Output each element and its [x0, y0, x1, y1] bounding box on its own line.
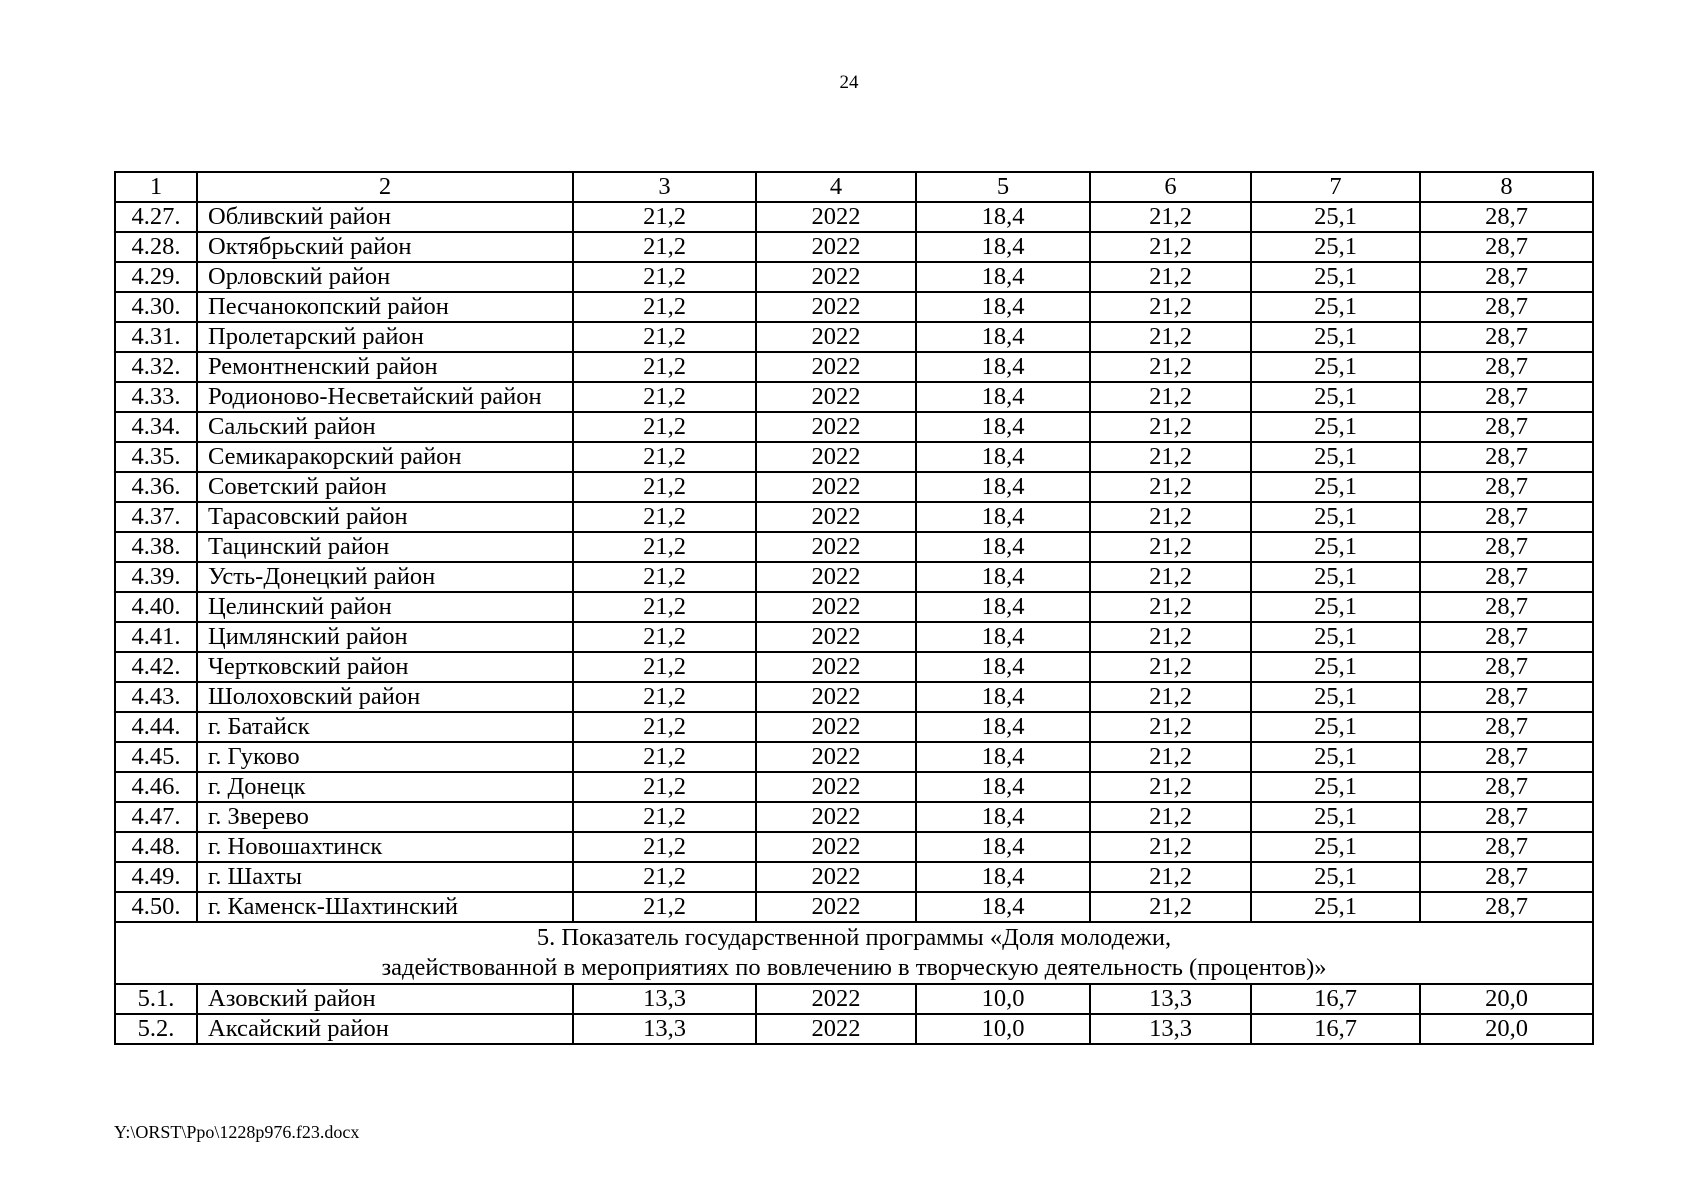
value-cell-c5: 18,4 [916, 592, 1090, 622]
value-cell-c5: 18,4 [916, 352, 1090, 382]
section-heading-row [115, 922, 1593, 984]
value-cell-c4: 2022 [756, 802, 916, 832]
row-number-cell: 4.45. [115, 742, 197, 772]
value-cell-c4: 2022 [756, 592, 916, 622]
row-number-cell: 4.43. [115, 682, 197, 712]
territory-name-cell: г. Донецк [197, 772, 573, 802]
value-cell-c7: 25,1 [1251, 592, 1420, 622]
value-cell-c4: 2022 [756, 412, 916, 442]
value-cell-c6: 21,2 [1090, 202, 1251, 232]
value-cell-c5: 18,4 [916, 862, 1090, 892]
indicator-table [114, 171, 1594, 1045]
value-cell-c3: 21,2 [573, 562, 756, 592]
row-number-cell: 4.28. [115, 232, 197, 262]
value-cell-c3: 21,2 [573, 712, 756, 742]
value-cell-c8: 28,7 [1420, 802, 1593, 832]
value-cell-c4: 2022 [756, 772, 916, 802]
table-row [115, 984, 1593, 1014]
value-cell-c8: 28,7 [1420, 532, 1593, 562]
value-cell-c7: 25,1 [1251, 352, 1420, 382]
header-cell: 7 [1251, 172, 1420, 202]
value-cell-c5: 10,0 [916, 1014, 1090, 1044]
table-row [115, 592, 1593, 622]
value-cell-c7: 25,1 [1251, 562, 1420, 592]
value-cell-c7: 25,1 [1251, 712, 1420, 742]
territory-name-cell: Усть-Донецкий район [197, 562, 573, 592]
table-body [115, 172, 1593, 1044]
row-number-cell: 4.30. [115, 292, 197, 322]
territory-name-cell: Сальский район [197, 412, 573, 442]
territory-name-cell: Семикаракорский район [197, 442, 573, 472]
value-cell-c3: 21,2 [573, 382, 756, 412]
value-cell-c4: 2022 [756, 352, 916, 382]
row-number-cell: 4.44. [115, 712, 197, 742]
value-cell-c3: 21,2 [573, 262, 756, 292]
value-cell-c8: 28,7 [1420, 502, 1593, 532]
value-cell-c5: 18,4 [916, 232, 1090, 262]
value-cell-c5: 18,4 [916, 262, 1090, 292]
table-row [115, 682, 1593, 712]
territory-name-cell: Шолоховский район [197, 682, 573, 712]
row-number-cell: 4.27. [115, 202, 197, 232]
value-cell-c5: 18,4 [916, 622, 1090, 652]
value-cell-c3: 21,2 [573, 352, 756, 382]
value-cell-c5: 18,4 [916, 802, 1090, 832]
value-cell-c8: 28,7 [1420, 892, 1593, 922]
value-cell-c7: 25,1 [1251, 532, 1420, 562]
value-cell-c6: 21,2 [1090, 322, 1251, 352]
value-cell-c7: 25,1 [1251, 412, 1420, 442]
territory-name-cell: г. Новошахтинск [197, 832, 573, 862]
table-row [115, 652, 1593, 682]
value-cell-c8: 28,7 [1420, 562, 1593, 592]
value-cell-c7: 25,1 [1251, 682, 1420, 712]
value-cell-c5: 18,4 [916, 382, 1090, 412]
value-cell-c6: 21,2 [1090, 232, 1251, 262]
value-cell-c8: 20,0 [1420, 984, 1593, 1014]
table-row [115, 202, 1593, 232]
value-cell-c4: 2022 [756, 292, 916, 322]
value-cell-c4: 2022 [756, 682, 916, 712]
value-cell-c3: 13,3 [573, 984, 756, 1014]
value-cell-c3: 21,2 [573, 412, 756, 442]
value-cell-c3: 21,2 [573, 832, 756, 862]
value-cell-c8: 28,7 [1420, 412, 1593, 442]
value-cell-c3: 21,2 [573, 502, 756, 532]
value-cell-c6: 13,3 [1090, 1014, 1251, 1044]
value-cell-c5: 18,4 [916, 472, 1090, 502]
table-row [115, 232, 1593, 262]
territory-name-cell: Ремонтненский район [197, 352, 573, 382]
value-cell-c4: 2022 [756, 712, 916, 742]
value-cell-c5: 18,4 [916, 322, 1090, 352]
header-cell: 3 [573, 172, 756, 202]
value-cell-c8: 28,7 [1420, 262, 1593, 292]
value-cell-c4: 2022 [756, 622, 916, 652]
value-cell-c3: 21,2 [573, 742, 756, 772]
value-cell-c4: 2022 [756, 832, 916, 862]
value-cell-c4: 2022 [756, 984, 916, 1014]
row-number-cell: 4.37. [115, 502, 197, 532]
table-row [115, 742, 1593, 772]
footer-file-path: Y:\ORST\Ppo\1228p976.f23.docx [114, 1122, 360, 1142]
table-row [115, 472, 1593, 502]
value-cell-c7: 25,1 [1251, 232, 1420, 262]
value-cell-c5: 18,4 [916, 892, 1090, 922]
territory-name-cell: Чертковский район [197, 652, 573, 682]
value-cell-c4: 2022 [756, 502, 916, 532]
table-row [115, 832, 1593, 862]
row-number-cell: 5.2. [115, 1014, 197, 1044]
value-cell-c3: 21,2 [573, 472, 756, 502]
table-row [115, 262, 1593, 292]
table-row [115, 532, 1593, 562]
value-cell-c6: 21,2 [1090, 352, 1251, 382]
row-number-cell: 4.47. [115, 802, 197, 832]
value-cell-c7: 25,1 [1251, 382, 1420, 412]
value-cell-c4: 2022 [756, 652, 916, 682]
value-cell-c7: 25,1 [1251, 262, 1420, 292]
value-cell-c3: 21,2 [573, 442, 756, 472]
value-cell-c5: 18,4 [916, 412, 1090, 442]
table-row [115, 442, 1593, 472]
page-number: 24 [839, 72, 859, 93]
value-cell-c4: 2022 [756, 442, 916, 472]
row-number-cell: 4.29. [115, 262, 197, 292]
territory-name-cell: г. Каменск-Шахтинский [197, 892, 573, 922]
value-cell-c8: 28,7 [1420, 832, 1593, 862]
value-cell-c3: 21,2 [573, 682, 756, 712]
table-row [115, 862, 1593, 892]
value-cell-c5: 18,4 [916, 652, 1090, 682]
row-number-cell: 4.39. [115, 562, 197, 592]
value-cell-c8: 28,7 [1420, 592, 1593, 622]
value-cell-c6: 21,2 [1090, 592, 1251, 622]
value-cell-c7: 25,1 [1251, 742, 1420, 772]
row-number-cell: 4.50. [115, 892, 197, 922]
value-cell-c8: 28,7 [1420, 232, 1593, 262]
table-row [115, 502, 1593, 532]
value-cell-c4: 2022 [756, 892, 916, 922]
value-cell-c6: 13,3 [1090, 984, 1251, 1014]
header-cell: 8 [1420, 172, 1593, 202]
value-cell-c6: 21,2 [1090, 382, 1251, 412]
value-cell-c7: 25,1 [1251, 892, 1420, 922]
row-number-cell: 4.38. [115, 532, 197, 562]
value-cell-c8: 28,7 [1420, 382, 1593, 412]
value-cell-c8: 28,7 [1420, 472, 1593, 502]
value-cell-c6: 21,2 [1090, 652, 1251, 682]
territory-name-cell: Октябрьский район [197, 232, 573, 262]
value-cell-c3: 21,2 [573, 862, 756, 892]
value-cell-c8: 28,7 [1420, 772, 1593, 802]
value-cell-c6: 21,2 [1090, 532, 1251, 562]
value-cell-c6: 21,2 [1090, 772, 1251, 802]
value-cell-c3: 21,2 [573, 652, 756, 682]
row-number-cell: 4.33. [115, 382, 197, 412]
value-cell-c6: 21,2 [1090, 802, 1251, 832]
value-cell-c8: 28,7 [1420, 712, 1593, 742]
value-cell-c7: 25,1 [1251, 832, 1420, 862]
value-cell-c6: 21,2 [1090, 862, 1251, 892]
value-cell-c4: 2022 [756, 1014, 916, 1044]
value-cell-c8: 28,7 [1420, 202, 1593, 232]
value-cell-c3: 21,2 [573, 802, 756, 832]
value-cell-c3: 21,2 [573, 772, 756, 802]
value-cell-c4: 2022 [756, 862, 916, 892]
value-cell-c6: 21,2 [1090, 472, 1251, 502]
value-cell-c5: 18,4 [916, 682, 1090, 712]
value-cell-c6: 21,2 [1090, 742, 1251, 772]
value-cell-c7: 25,1 [1251, 472, 1420, 502]
value-cell-c7: 25,1 [1251, 802, 1420, 832]
value-cell-c7: 25,1 [1251, 502, 1420, 532]
value-cell-c7: 16,7 [1251, 1014, 1420, 1044]
value-cell-c7: 25,1 [1251, 202, 1420, 232]
value-cell-c4: 2022 [756, 262, 916, 292]
value-cell-c6: 21,2 [1090, 622, 1251, 652]
value-cell-c8: 28,7 [1420, 862, 1593, 892]
territory-name-cell: Родионово-Несветайский район [197, 382, 573, 412]
territory-name-cell: г. Шахты [197, 862, 573, 892]
row-number-cell: 4.36. [115, 472, 197, 502]
value-cell-c3: 21,2 [573, 202, 756, 232]
header-cell: 1 [115, 172, 197, 202]
value-cell-c5: 18,4 [916, 202, 1090, 232]
value-cell-c7: 16,7 [1251, 984, 1420, 1014]
row-number-cell: 4.31. [115, 322, 197, 352]
table-row [115, 622, 1593, 652]
value-cell-c7: 25,1 [1251, 292, 1420, 322]
value-cell-c3: 21,2 [573, 532, 756, 562]
value-cell-c4: 2022 [756, 322, 916, 352]
value-cell-c8: 28,7 [1420, 652, 1593, 682]
row-number-cell: 4.40. [115, 592, 197, 622]
value-cell-c5: 18,4 [916, 712, 1090, 742]
value-cell-c6: 21,2 [1090, 412, 1251, 442]
value-cell-c8: 28,7 [1420, 292, 1593, 322]
value-cell-c6: 21,2 [1090, 892, 1251, 922]
table-header-row [115, 172, 1593, 202]
header-cell: 6 [1090, 172, 1251, 202]
value-cell-c7: 25,1 [1251, 622, 1420, 652]
row-number-cell: 4.42. [115, 652, 197, 682]
value-cell-c5: 18,4 [916, 832, 1090, 862]
value-cell-c3: 21,2 [573, 292, 756, 322]
value-cell-c4: 2022 [756, 472, 916, 502]
territory-name-cell: г. Гуково [197, 742, 573, 772]
table-row [115, 712, 1593, 742]
territory-name-cell: Азовский район [197, 984, 573, 1014]
value-cell-c8: 28,7 [1420, 622, 1593, 652]
header-cell: 4 [756, 172, 916, 202]
territory-name-cell: г. Батайск [197, 712, 573, 742]
value-cell-c3: 13,3 [573, 1014, 756, 1044]
value-cell-c7: 25,1 [1251, 862, 1420, 892]
value-cell-c6: 21,2 [1090, 292, 1251, 322]
territory-name-cell: г. Зверево [197, 802, 573, 832]
territory-name-cell: Цимлянский район [197, 622, 573, 652]
value-cell-c3: 21,2 [573, 892, 756, 922]
header-cell: 2 [197, 172, 573, 202]
value-cell-c6: 21,2 [1090, 502, 1251, 532]
value-cell-c7: 25,1 [1251, 442, 1420, 472]
territory-name-cell: Орловский район [197, 262, 573, 292]
value-cell-c4: 2022 [756, 232, 916, 262]
table-row [115, 772, 1593, 802]
territory-name-cell: Обливский район [197, 202, 573, 232]
value-cell-c4: 2022 [756, 742, 916, 772]
value-cell-c5: 18,4 [916, 502, 1090, 532]
row-number-cell: 4.41. [115, 622, 197, 652]
table-row [115, 1014, 1593, 1044]
value-cell-c4: 2022 [756, 382, 916, 412]
table-row [115, 382, 1593, 412]
value-cell-c8: 28,7 [1420, 322, 1593, 352]
value-cell-c6: 21,2 [1090, 562, 1251, 592]
territory-name-cell: Тацинский район [197, 532, 573, 562]
value-cell-c5: 18,4 [916, 292, 1090, 322]
table-row [115, 412, 1593, 442]
table-row [115, 322, 1593, 352]
row-number-cell: 4.34. [115, 412, 197, 442]
territory-name-cell: Тарасовский район [197, 502, 573, 532]
value-cell-c6: 21,2 [1090, 682, 1251, 712]
section-5-heading [115, 922, 1593, 984]
value-cell-c5: 18,4 [916, 442, 1090, 472]
value-cell-c6: 21,2 [1090, 442, 1251, 472]
row-number-cell: 4.48. [115, 832, 197, 862]
value-cell-c6: 21,2 [1090, 262, 1251, 292]
table-row [115, 892, 1593, 922]
table-row [115, 802, 1593, 832]
section-5-title-line-1: 5. Показатель государственной программы «Доля молодежи, [536, 924, 1172, 951]
value-cell-c4: 2022 [756, 202, 916, 232]
value-cell-c5: 18,4 [916, 562, 1090, 592]
value-cell-c3: 21,2 [573, 322, 756, 352]
value-cell-c5: 18,4 [916, 742, 1090, 772]
section-5-title-line-2: задействованной в мероприятиях по вовлечению в творческую деятельность (процентов)» [381, 954, 1327, 981]
value-cell-c5: 10,0 [916, 984, 1090, 1014]
value-cell-c4: 2022 [756, 562, 916, 592]
value-cell-c3: 21,2 [573, 622, 756, 652]
value-cell-c3: 21,2 [573, 592, 756, 622]
value-cell-c7: 25,1 [1251, 772, 1420, 802]
territory-name-cell: Советский район [197, 472, 573, 502]
value-cell-c7: 25,1 [1251, 652, 1420, 682]
row-number-cell: 5.1. [115, 984, 197, 1014]
value-cell-c8: 28,7 [1420, 442, 1593, 472]
value-cell-c7: 25,1 [1251, 322, 1420, 352]
row-number-cell: 4.49. [115, 862, 197, 892]
table-row [115, 352, 1593, 382]
value-cell-c5: 18,4 [916, 772, 1090, 802]
territory-name-cell: Пролетарский район [197, 322, 573, 352]
value-cell-c8: 20,0 [1420, 1014, 1593, 1044]
value-cell-c8: 28,7 [1420, 682, 1593, 712]
table-row [115, 292, 1593, 322]
row-number-cell: 4.46. [115, 772, 197, 802]
value-cell-c3: 21,2 [573, 232, 756, 262]
value-cell-c6: 21,2 [1090, 712, 1251, 742]
row-number-cell: 4.35. [115, 442, 197, 472]
value-cell-c5: 18,4 [916, 532, 1090, 562]
header-cell: 5 [916, 172, 1090, 202]
row-number-cell: 4.32. [115, 352, 197, 382]
value-cell-c8: 28,7 [1420, 352, 1593, 382]
territory-name-cell: Песчанокопский район [197, 292, 573, 322]
value-cell-c6: 21,2 [1090, 832, 1251, 862]
territory-name-cell: Целинский район [197, 592, 573, 622]
territory-name-cell: Аксайский район [197, 1014, 573, 1044]
value-cell-c4: 2022 [756, 532, 916, 562]
value-cell-c8: 28,7 [1420, 742, 1593, 772]
table-row [115, 562, 1593, 592]
